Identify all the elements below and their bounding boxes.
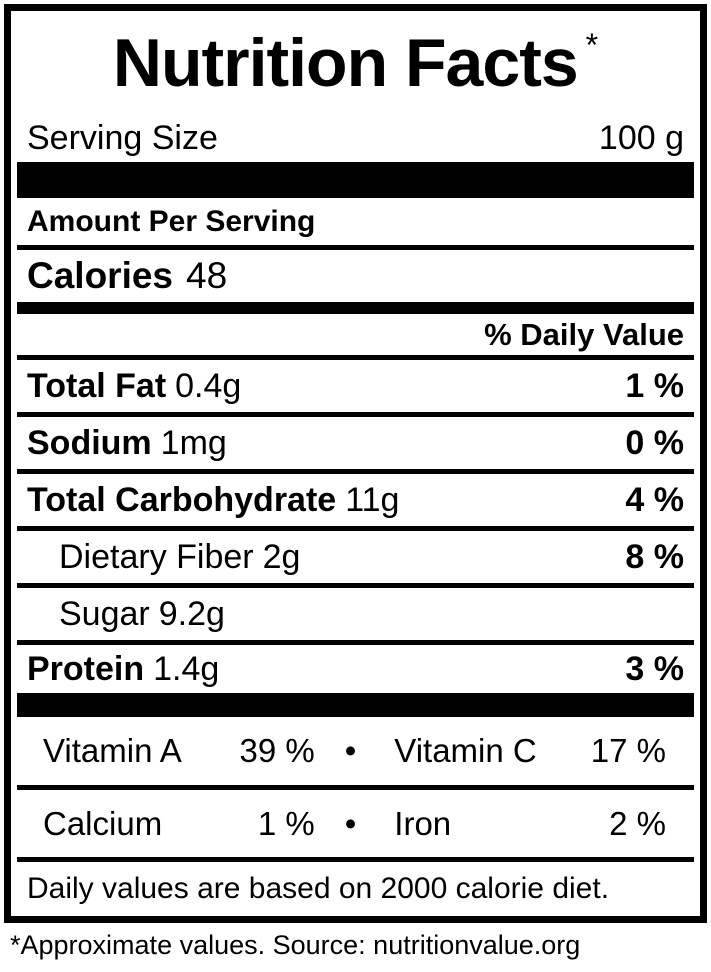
nutrient-row-total-fat <box>17 360 694 412</box>
label-title: Nutrition Facts <box>112 25 578 101</box>
nutrient-row-protein <box>17 645 694 693</box>
nutrient-name <box>59 595 225 634</box>
footnote-row <box>17 862 694 916</box>
calories-row <box>17 250 694 302</box>
nutrient-daily-value: 0 % <box>625 423 684 462</box>
minerals-row <box>17 790 694 857</box>
nutrient-amount: 1.4g <box>153 649 220 688</box>
nutrient-name-text: Sugar <box>59 594 150 633</box>
nutrient-amount: 11g <box>345 480 400 519</box>
nutrient-row-dietary-fiber <box>17 531 694 583</box>
iron-value: 2 % <box>609 804 666 842</box>
bullet-separator: • <box>344 732 357 769</box>
nutrient-name-text: Dietary Fiber <box>59 537 254 576</box>
serving-size-label: Serving Size <box>27 119 218 157</box>
nutrient-name <box>27 650 219 689</box>
daily-value-header: % Daily Value <box>484 316 684 352</box>
nutrient-daily-value: 1 % <box>625 366 684 405</box>
calcium-label: Calcium <box>43 804 163 842</box>
nutrient-amount: 1mg <box>160 423 227 462</box>
nutrient-row-sugar <box>17 588 694 640</box>
iron-label: Iron <box>394 804 452 842</box>
nutrient-name <box>59 538 300 577</box>
vitamin-c-label: Vitamin C <box>394 732 537 769</box>
nutrient-name <box>27 481 399 520</box>
nutrient-daily-value: 4 % <box>625 480 684 519</box>
nutrient-name-text: Protein <box>27 649 145 688</box>
vitamin-a-label: Vitamin A <box>43 732 182 769</box>
nutrient-name-text: Total Fat <box>27 366 167 405</box>
nutrient-row-total-carbohydrate <box>17 474 694 526</box>
vitamin-a-value: 39 % <box>239 732 315 769</box>
calcium-group <box>43 805 345 843</box>
nutrient-name <box>27 367 241 406</box>
calories-value: 48 <box>186 255 228 296</box>
vitamins-row <box>17 717 694 785</box>
calories-label: Calories <box>27 255 174 296</box>
nutrient-amount: 2g <box>262 537 301 576</box>
nutrient-name <box>27 424 227 463</box>
vitamin-c-value: 17 % <box>590 732 666 769</box>
title-asterisk: * <box>585 26 599 63</box>
daily-value-header-row <box>17 314 694 355</box>
thick-divider-bottom <box>17 693 694 717</box>
label-title-row <box>17 11 694 115</box>
disclaimer-text: *Approximate values. Source: nutritionvalue.org <box>10 930 581 960</box>
serving-size-row <box>17 115 694 162</box>
nutrient-name-text: Sodium <box>27 423 152 462</box>
calcium-value: 1 % <box>257 804 315 842</box>
amount-per-serving-row <box>17 198 694 245</box>
iron-group <box>356 805 666 843</box>
bullet-separator: • <box>344 804 357 842</box>
vitamin-a-group <box>43 732 345 770</box>
thick-divider-top <box>17 162 694 198</box>
nutrient-amount: 9.2g <box>158 594 225 633</box>
nutrient-daily-value: 3 % <box>625 649 684 688</box>
nutrient-name-text: Total Carbohydrate <box>27 480 337 519</box>
nutrition-facts-label <box>4 4 707 923</box>
nutrient-row-sodium <box>17 417 694 469</box>
thick-divider-calories <box>17 302 694 314</box>
amount-per-serving-label: Amount Per Serving <box>27 204 316 238</box>
vitamin-c-group <box>356 732 666 770</box>
nutrient-daily-value: 8 % <box>625 537 684 576</box>
nutrient-amount: 0.4g <box>175 366 242 405</box>
footnote-text: Daily values are based on 2000 calorie diet. <box>27 872 610 905</box>
serving-size-value: 100 g <box>598 119 684 157</box>
